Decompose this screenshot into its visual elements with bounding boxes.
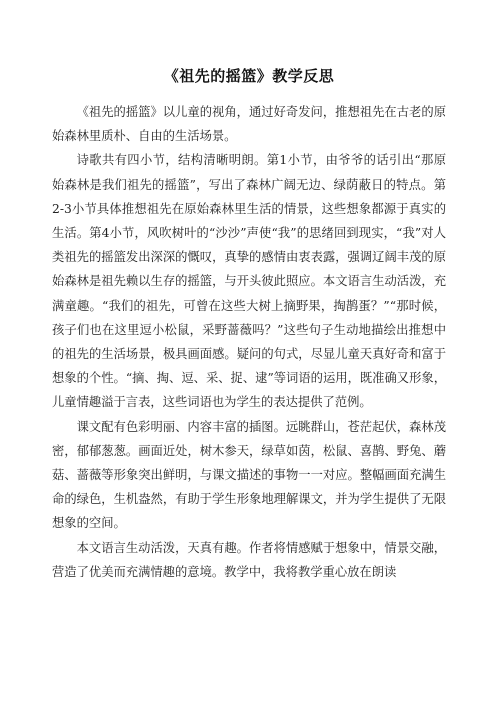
document-title: 《祖先的摇篮》教学反思	[163, 67, 335, 85]
paragraph-structure: 诗歌共有四小节，结构清晰明朗。第1小节，由爷爷的话引出“那原始森林是我们祖先的摇篮”，写出了森林广阔无边、绿荫蔽日的特点。第2-3小节具体推想祖先在原始森林里生活的情景，这些想象都源于真实的生活。第4小节，风吹树叶的“沙沙”声使“我”的思绪回到现实，“我”对人类祖先的摇篮发出深深的慨叹，真挚的感情由衷表露，强调辽阔丰茂的原始森林是祖先赖以生存的摇篮，与开头彼此照应。本文语言生动活泼，充满童趣。“我们的祖先，可曾在这些大树上摘野果，掏鹊蛋？”“那时候，孩子们也在这里逗小松鼠，采野蔷薇吗？”这些句子生动地描绘出推想中的祖先的生活场景，极具画面感。疑问的句式，尽显儿童天真好奇和富于想象的个性。“摘、掏、逗、采、捉、逮”等词语的运用，既准确又形象，儿童情趣溢于言表，这些词语也为学生的表达提供了范例。	[52, 153, 446, 410]
paragraph-intro: 《祖先的摇篮》以儿童的视角，通过好奇发问，推想祖先在古老的原始森林里质朴、自由的生活场景。	[52, 105, 446, 144]
paragraph-illustration: 课文配有色彩明丽、内容丰富的插图。远眺群山，苍茫起伏，森林茂密，郁郁葱葱。画面近处，树木参天，绿草如茵，松鼠、喜鹊、野兔、蘑菇、蔷薇等形象突出鲜明，与课文描述的事物一一对应。整幅画面充满生命的绿色，生机盎然，有助于学生形象地理解课文，并为学生提供了无限想象的空间。	[52, 419, 446, 531]
paragraph-teaching: 本文语言生动活泼，天真有趣。作者将情感赋于想象中，情景交融，营造了优美而充满情趣的意境。教学中，我将教学重心放在朗读	[52, 540, 446, 579]
document-body	[52, 100, 446, 584]
